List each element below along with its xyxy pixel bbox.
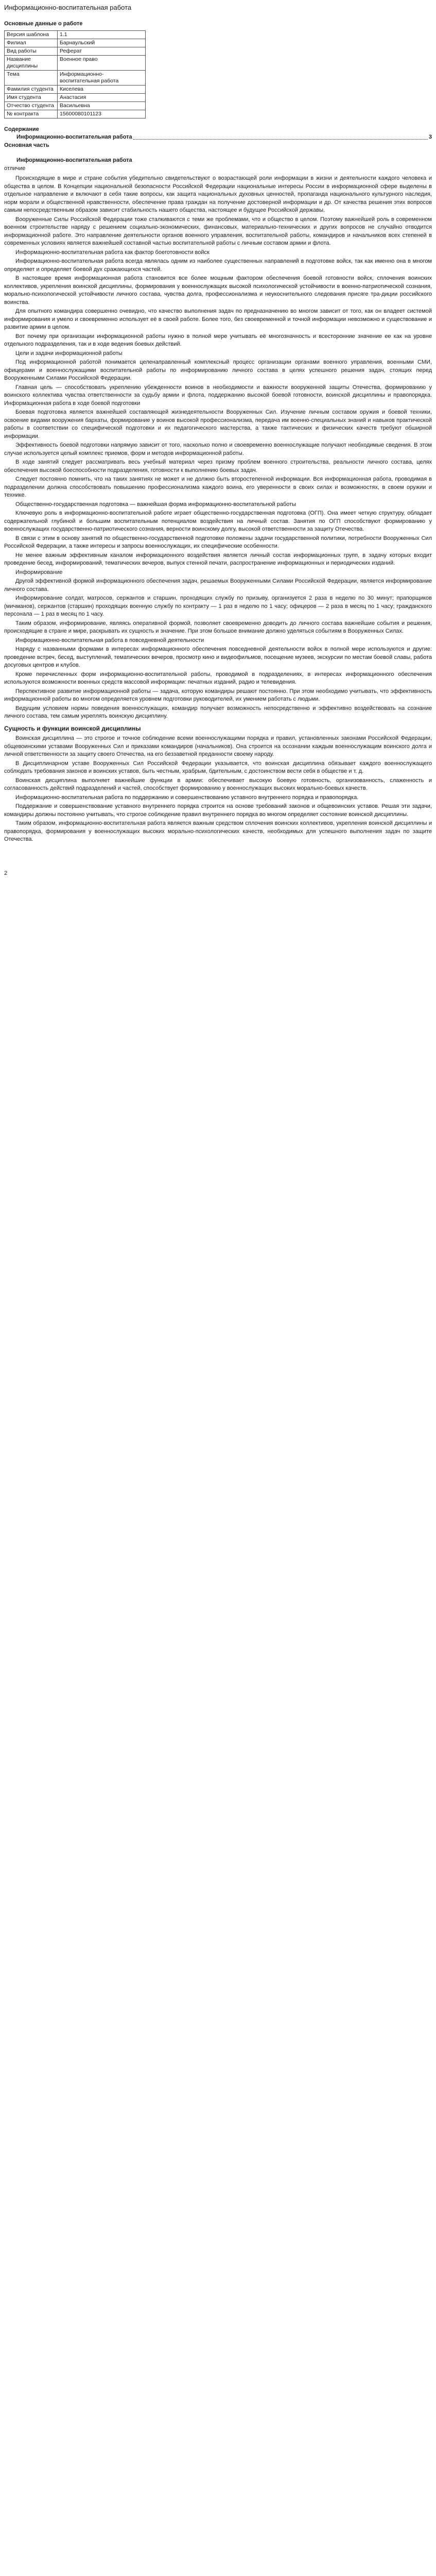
info-value: Васильевна [58, 101, 146, 110]
info-key: Имя студента [5, 93, 58, 101]
paragraph: Информирование [15, 569, 63, 575]
paragraph: Главная цель — способствовать укреплению убежденности воинов в необходимости и важности вооруженной защиты Отечества, формированию у воинского коллектива чувства ответственности за судьбу армии и флота, поддержанию высокой боевой готовности, воинской дисциплины и правопорядка. Информационная работа в ходе боевой подготовки [4, 384, 432, 406]
paragraph: В настоящее время информационная работа становится все более мощным фактором обеспечения боевой готовности войск, сплочения воинских коллективов, укрепления воинской дисциплины, формирования у военнослужащих высокой психологической устойчивости в военно-патриотической сознания, морально-психологической устойчивости личного состава, чувства долга, профессионализма и неукоснительного следования присяге тра-диции российского воинства. [4, 275, 432, 306]
info-value: Военное право [58, 55, 146, 70]
paragraph: Следует постоянно помнить, что на таких занятиях не может и не должно быть второстепенной информации. Вся информационная работа, проводимая в подразделении должна способствовать повышению профессионализма каждого воина, его уверенности в своих силах и возможностях, в своем оружии и технике. [4, 476, 432, 498]
paragraph: Ведущим условием нормы поведения военнослужащих, командир получает возможность непосредственно и эффективно воздействовать на сознание личного состава, тем самым укреплять воинскую дисциплину. [4, 705, 432, 719]
section-heading: Сущность и функции воинской дисциплины [4, 724, 141, 732]
toc-heading: Содержание [4, 126, 39, 132]
paragraph: Вот почему при организации информационной работы нужно в полной мере учитывать её многозначность и всесторонние значение ее как на уровне отдельного подразделения, так и в ходе ведения боевых действий. [4, 333, 432, 347]
paragraph: Наряду с названными формами в интересах информационного обеспечения повседневной деятельности войск в полной мере используются и другие: проведение встреч, бесед, выступлений, тематических вечеров, просмотр кино и видеофильмов, посещение музеев, экскурсии по местам боевой славы, работа досуговых центров и клубов. [4, 646, 432, 668]
info-key: Фамилия студента [5, 85, 58, 93]
paragraph: Информационно-воспитательная работа по поддержанию и совершенствованию уставного внутреннего порядка и правопорядка. [15, 794, 359, 801]
paragraph: Для опытного командира совершенно очевидно, что качество выполнения задач по предназначению во многом зависит от того, как он владеет системой информирования и умело и своевременно использует её в своей работе. Более того, без своевременной и точной информации невозможно и существование и развитие армии в целом. [4, 308, 432, 330]
paragraph: Общественно-государственная подготовка — важнейшая форма информационно-воспитательной работы [15, 501, 297, 507]
paragraph: Вооруженные Силы Российской Федерации тоже сталкиваются с теми же проблемами, что и общество в целом. Поэтому важнейшей роль в современном военном строительстве наряду с решением социально-экономических, финансовых, материально-технических и других вопросов не случайно отводится информационной работе. Это направление деятельности органов военного управления, воспитательной работы, командиров и начальников всех степеней в современных условиях является важнейшей составной частью воспитательной работы с личным составом армии и флота. [4, 216, 432, 246]
paragraph: Воинская дисциплина выполняет важнейшие функции в армии: обеспечивает высокую боевую готовность, организованность, слаженность и согласованность действий подразделений и частей, способствует формированию у военнослужащих высоких морально-боевых качеств. [4, 777, 432, 791]
toc-entry-label: Информационно-воспитательная работа [16, 134, 132, 140]
content-subheading: отличие [4, 165, 26, 172]
info-row [5, 30, 146, 39]
info-key: Вид работы [5, 47, 58, 55]
paragraph: Таким образом, информирование, являясь оперативной формой, позволяет своевременно доводить до личного состава важнейшие события и решения, происходящие в стране и мире, раскрывать их сущность и значение. При этом большое внимание должно уделяться событиям в Вооруженных Силах. [4, 620, 432, 634]
info-key: Отчество студента [5, 101, 58, 110]
info-value: 15600080101123 [58, 110, 146, 118]
paragraph: Боевая подготовка является важнейшей составляющей жизнедеятельности Вооруженных Сил. Изучение личным составом оружия и боевой техники, освоение видами вооружения бархаты, формирование у воинов высокой профессионализма, передача им военно-специальных знаний и навыков практической работы в соответствии со специфической подготовки и их педагогического мастерства, а также тактических и физических качеств требуют обширной информации. [4, 409, 432, 439]
info-row [5, 55, 146, 70]
document-page [0, 0, 436, 888]
paragraph: Под информационной работой понимается целенаправленный комплексный процесс организации органами военного управления, военными СМИ, офицерами и военнослужащими воспитательной работы по информированию личного состава в целях успешного решения задач, стоящих перед Вооруженными Силами Российской Федерации. [4, 359, 432, 381]
info-row [5, 39, 146, 47]
paragraph: Эффективность боевой подготовки напрямую зависит от того, насколько полно и своевременно военнослужащие получают необходимые сведения. В этом случае используется целый комплекс приемов, форм и методов информационной работы. [4, 442, 432, 456]
paragraph: Воинская дисциплина — это строгое и точное соблюдение всеми военнослужащими порядка и правил, установленных законами Российской Федерации, общевоинскими уставами Вооруженных Сил и приказами командиров (начальников). Она строится на осознании каждым военнослужащим воинского долга и личной ответственности за защиту своего Отечества, на его беззаветной преданности своему народу. [4, 735, 432, 757]
info-row [5, 93, 146, 101]
paragraph: Информационно-воспитательная работа всегда являлась одним из наиболее существенных направлений в подготовке войск, так как именно она в многом определяет и определяет боевой дух сражающихся частей. [4, 258, 432, 273]
toc-dots [133, 133, 428, 140]
info-key: Название дисциплины [5, 55, 58, 70]
paragraph: Информационно-воспитательная работа как фактор боеготовности войск [15, 249, 210, 256]
paragraph: Ключевую роль в информационно-воспитательной работе играет общественно-государственная подготовка (ОГП). Она имеет четкую структуру, обладает содержательной глубиной и большим воспитательным потенциалом воздействия на личный состав. Занятия по ОГП способствуют формированию у военнослужащих государственно-патриотического сознания, верности воинскому долгу, высокой ответственности за защиту Отечества. [4, 510, 432, 532]
paragraph: В ходе занятий следует рассматривать весь учебный материал через призму проблем военного строительства, реальности личного состава, целях обеспечения высокой боеспособности подразделения, готовности к выполнению боевых задач. [4, 459, 432, 473]
info-row [5, 110, 146, 118]
paragraph: Кроме перечисленных форм информационно-воспитательной работы, проводимой в подразделениях, в интересах информационного обеспечения используются возможности военных средств массовой информации: печатных изданий, радио и телевидения. [4, 671, 432, 685]
paragraph: В Дисциплинарном уставе Вооруженных Сил Российской Федерации указывается, что воинская дисциплина обязывает каждого военнослужащего соблюдать требования законов и воинских уставов, быть честным, храбрым, бдительным, с достоинством вести себя в обществе и т. д. [4, 760, 432, 774]
info-heading: Основные данные о работе [4, 21, 83, 27]
page-number: 2 [4, 870, 8, 876]
paragraph: Информирование солдат, матросов, сержантов и старшин, проходящих службу по призыву, организуется 2 раза в неделю по 30 минут; прапорщиков (мичманов), сержантов (старшин) проходящих военную службу по контракту — 1 раз в неделю по 1 часу; офицеров — 2 раза в месяц по 1 часу; гражданского персонала — 1 раз в месяц по 1 часу. [4, 595, 432, 617]
info-value: Информационно-воспитательная работа [58, 70, 146, 85]
body-text [4, 175, 432, 844]
info-row [5, 47, 146, 55]
info-row [5, 70, 146, 85]
paragraph: Происходящие в мире и стране события убедительно свидетельствуют о возрастающей роли информации в жизни и деятельности каждого человека и общества в целом. В Концепции национальной безопасности Российской Федерации национальные интересы России в информационной сфере выделены в отдельное направление и включают в себя такие вопросы, как защита национальных духовных ценностей, пропаганда национального культурного наследия, норм морали и общественной нравственности, обеспечение права граждан на получение достоверной информации и др. От качества решения этих вопросов самым непосредственным образом зависит стабильность нашего общества, настоящее и будущее Российской державы. [4, 175, 432, 213]
info-key: Тема [5, 70, 58, 85]
document-title: Информационно-воспитательная работа [4, 4, 132, 11]
info-value: Реферат [58, 47, 146, 55]
toc-entry-page: 3 [428, 134, 432, 140]
paragraph: Не менее важным эффективным каналом информационного воздействия является личный состав информационных групп, в задачу которых входит проведение бесед, информирований, тематических вечеров, выпуск стенной печати, распространение информационных и периодических изданий. [4, 552, 432, 566]
info-key: № контракта [5, 110, 58, 118]
info-row [5, 85, 146, 93]
info-table [4, 30, 146, 118]
paragraph: Другой эффективной формой информационного обеспечения задач, решаемых Вооруженными Силами Российской Федерации, является информирование личного состава. [4, 578, 432, 592]
info-value: Анастасия [58, 93, 146, 101]
toc-entry[interactable] [16, 133, 432, 142]
paragraph: Перспективное развитие информационной работы — задача, которую командиры решают постоянно. При этом необходимо учитывать, что эффективность информационной работы во многом определяется уровнем подготовки руководителей, их умением работать с людьми. [4, 688, 432, 702]
paragraph: Цели и задачи информационной работы [15, 350, 123, 357]
content-heading: Информационно-воспитательная работа [16, 157, 132, 163]
paragraph: В связи с этим в основу занятий по общественно-государственной подготовке положены задачи государственной политики, потребности Вооруженных Сил Российской Федерации, а также интересы и запросы военнослужащих, их специфические особенности. [4, 535, 432, 549]
info-key: Версия шаблона [5, 30, 58, 39]
info-value: Киселева [58, 85, 146, 93]
paragraph: Поддержание и совершенствование уставного внутреннего порядка строится на основе требований законов и общевоинских уставов. Решая эти задачи, командиры должны постоянно учитывать, что строгое соблюдение правил внутреннего порядка во многом определяет состояние воинской дисциплины. [4, 803, 432, 818]
paragraph: Информационно-воспитательная работа в повседневной деятельности [15, 637, 204, 643]
toc-subheading: Основная часть [4, 142, 49, 148]
info-value: 1.1 [58, 30, 146, 39]
info-value: Барнаульский [58, 39, 146, 47]
info-key: Филиал [5, 39, 58, 47]
info-row [5, 101, 146, 110]
paragraph: Таким образом, информационно-воспитательная работа является важным средством сплочения воинских коллективов, укрепления воинской дисциплины и правопорядка, формирования у военнослужащих высоких морально-психологических качеств, необходимых для успешного выполнения задач по защите Отечества. [4, 820, 432, 842]
